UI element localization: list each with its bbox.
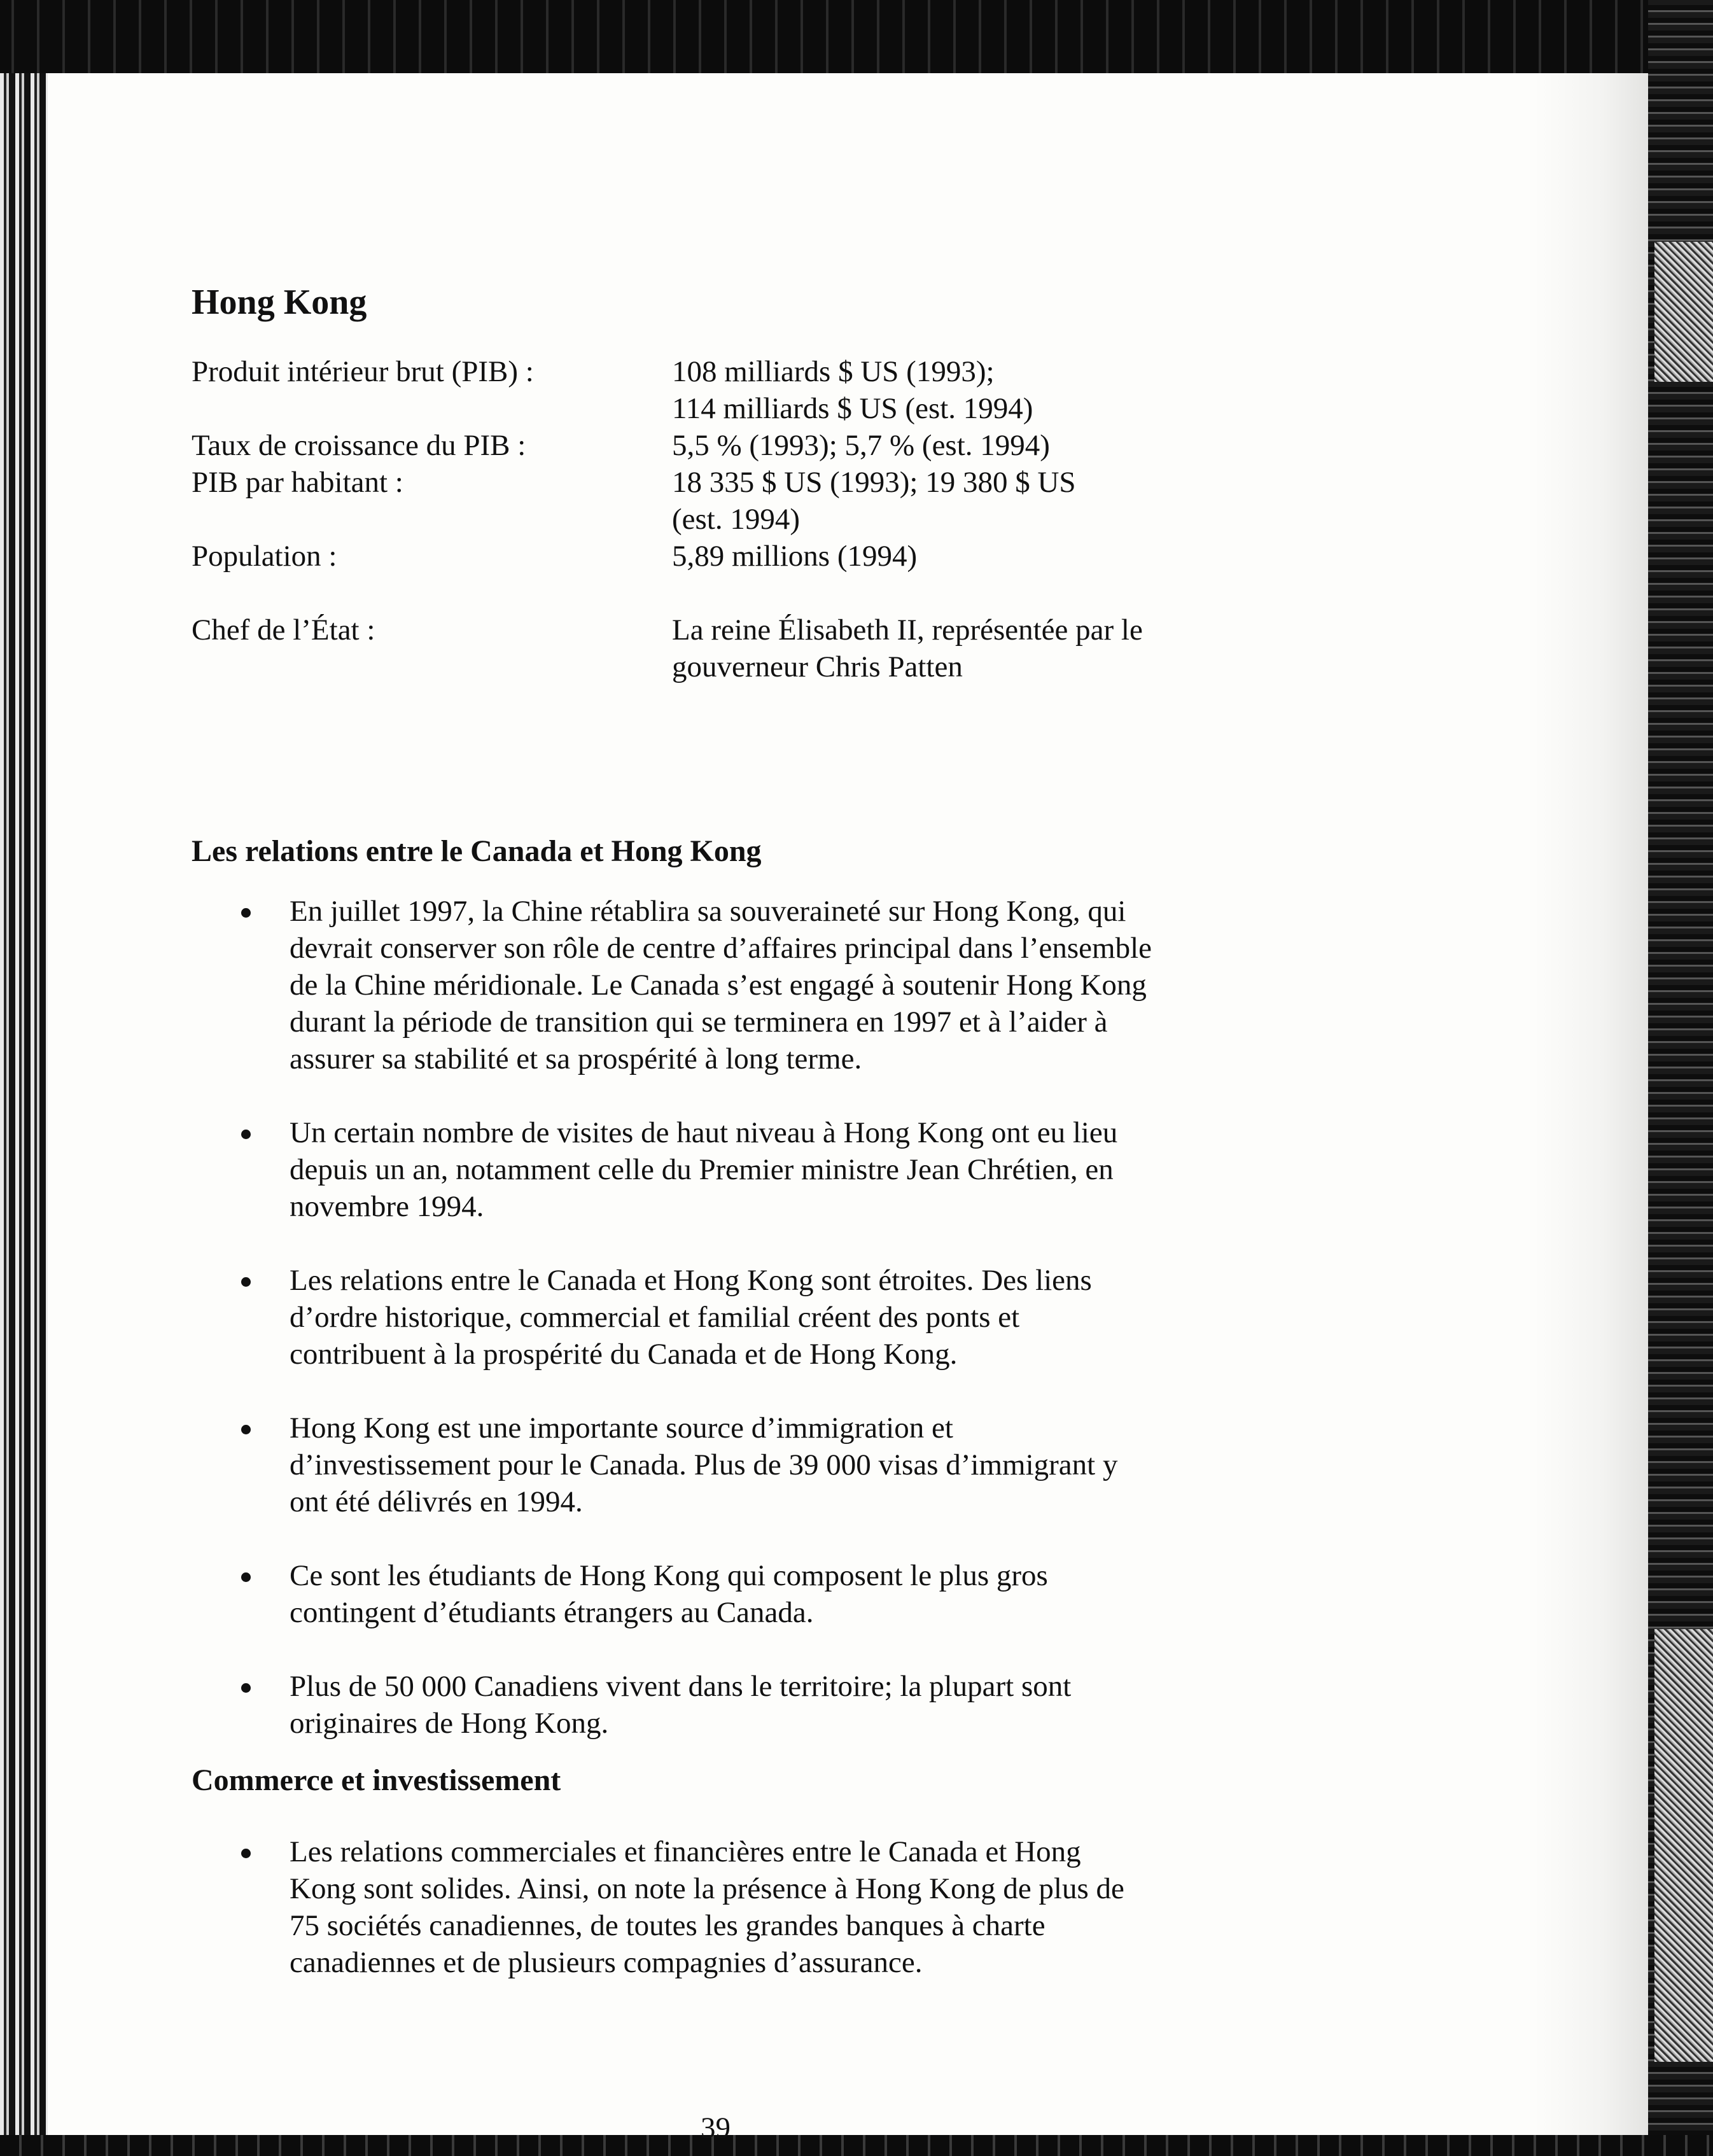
text-line: Hong Kong est une importante source d’immigration et <box>290 1411 953 1445</box>
bullet-icon <box>192 1410 290 1520</box>
text-line: depuis un an, notamment celle du Premier ministre Jean Chrétien, en <box>290 1153 1114 1186</box>
text-line: Kong sont solides. Ainsi, on note la présence à Hong Kong de plus de <box>290 1872 1124 1905</box>
bullet-text <box>290 1262 1320 1373</box>
scan-right-noise <box>1654 242 1713 382</box>
fact-label: Chef de l’État : <box>192 613 375 647</box>
scan-top-border <box>0 0 1713 73</box>
fact-row-gdp <box>192 353 1337 427</box>
bullet-text <box>290 893 1320 1077</box>
text-line: de la Chine méridionale. Le Canada s’est engagé à soutenir Hong Kong <box>290 969 1147 1002</box>
text-line: assurer sa stabilité et sa prospérité à long terme. <box>290 1042 862 1075</box>
fact-row-gdp-per-capita <box>192 464 1337 538</box>
page-content <box>48 73 1648 2145</box>
bullet-item <box>192 1410 1324 1520</box>
fact-value <box>672 464 1245 538</box>
text-line: En juillet 1997, la Chine rétablira sa souveraineté sur Hong Kong, qui <box>290 895 1126 928</box>
fact-table <box>192 353 1337 685</box>
bullet-icon <box>192 1833 290 1981</box>
text-line: Les relations commerciales et financières entre le Canada et Hong <box>290 1835 1081 1868</box>
text-line: originaires de Hong Kong. <box>290 1707 609 1740</box>
fact-value-line: 108 milliards $ US (1993); <box>672 355 995 388</box>
fact-value <box>672 427 1245 464</box>
page-number: 39 <box>701 2111 731 2145</box>
scan-right-noise <box>1654 1629 1713 2062</box>
fact-value <box>672 538 1245 575</box>
bullet-icon <box>192 893 290 1077</box>
document-page <box>48 73 1648 2145</box>
fact-value-line: 114 milliards $ US (est. 1994) <box>672 392 1033 425</box>
text-line: contribuent à la prospérité du Canada et de Hong Kong. <box>290 1338 958 1371</box>
text-line: 75 sociétés canadiennes, de toutes les grandes banques à charte <box>290 1909 1045 1942</box>
bullet-text <box>290 1114 1320 1225</box>
bullet-item <box>192 893 1324 1077</box>
bullet-list-relations <box>192 893 1324 1742</box>
bullet-text <box>290 1668 1320 1742</box>
section-heading-commerce: Commerce et investissement <box>192 1763 561 1797</box>
page-title: Hong Kong <box>192 283 367 322</box>
text-line: contingent d’étudiants étrangers au Canada. <box>290 1596 814 1629</box>
bullet-item <box>192 1557 1324 1631</box>
fact-value-line: 5,89 millions (1994) <box>672 540 918 573</box>
fact-label: Taux de croissance du PIB : <box>192 429 526 462</box>
fact-label: PIB par habitant : <box>192 466 403 499</box>
text-line: canadiennes et de plusieurs compagnies d’assurance. <box>290 1946 923 1979</box>
bullet-icon <box>192 1262 290 1373</box>
section-heading-relations: Les relations entre le Canada et Hong Kong <box>192 834 762 868</box>
fact-value-line: 18 335 $ US (1993); 19 380 $ US <box>672 466 1076 499</box>
bullet-text <box>290 1410 1320 1520</box>
fact-row-population <box>192 538 1337 575</box>
text-line: novembre 1994. <box>290 1190 484 1223</box>
fact-label: Population : <box>192 540 337 573</box>
fact-value-line: 5,5 % (1993); 5,7 % (est. 1994) <box>672 429 1050 462</box>
bullet-icon <box>192 1557 290 1631</box>
text-line: durant la période de transition qui se terminera en 1997 et à l’aider à <box>290 1005 1108 1039</box>
text-line: devrait conserver son rôle de centre d’affaires principal dans l’ensemble <box>290 932 1152 965</box>
fact-row-head-of-state <box>192 612 1337 685</box>
text-line: ont été délivrés en 1994. <box>290 1485 583 1518</box>
fact-value <box>672 612 1245 685</box>
fact-value-line: (est. 1994) <box>672 503 801 536</box>
text-line: Ce sont les étudiants de Hong Kong qui composent le plus gros <box>290 1559 1048 1592</box>
text-line: Les relations entre le Canada et Hong Kong sont étroites. Des liens <box>290 1264 1092 1297</box>
text-line: Plus de 50 000 Canadiens vivent dans le territoire; la plupart sont <box>290 1670 1072 1703</box>
text-line: Un certain nombre de visites de haut niveau à Hong Kong ont eu lieu <box>290 1116 1118 1149</box>
bullet-item <box>192 1668 1324 1742</box>
fact-row-growth <box>192 427 1337 464</box>
bullet-text <box>290 1833 1320 1981</box>
text-line: d’investissement pour le Canada. Plus de 39 000 visas d’immigrant y <box>290 1448 1118 1481</box>
fact-value <box>672 353 1245 427</box>
bullet-text <box>290 1557 1320 1631</box>
bullet-icon <box>192 1668 290 1742</box>
scan-left-border <box>0 73 48 2156</box>
bullet-item <box>192 1114 1324 1225</box>
bullet-item <box>192 1262 1324 1373</box>
fact-value-line: La reine Élisabeth II, représentée par le <box>672 613 1143 647</box>
bullet-list-commerce <box>192 1833 1324 1981</box>
scan-bottom-border <box>0 2135 1713 2156</box>
fact-label: Produit intérieur brut (PIB) : <box>192 355 534 388</box>
bullet-icon <box>192 1114 290 1225</box>
text-line: d’ordre historique, commercial et familial créent des ponts et <box>290 1301 1020 1334</box>
fact-value-line: gouverneur Chris Patten <box>672 650 963 683</box>
bullet-item <box>192 1833 1324 1981</box>
